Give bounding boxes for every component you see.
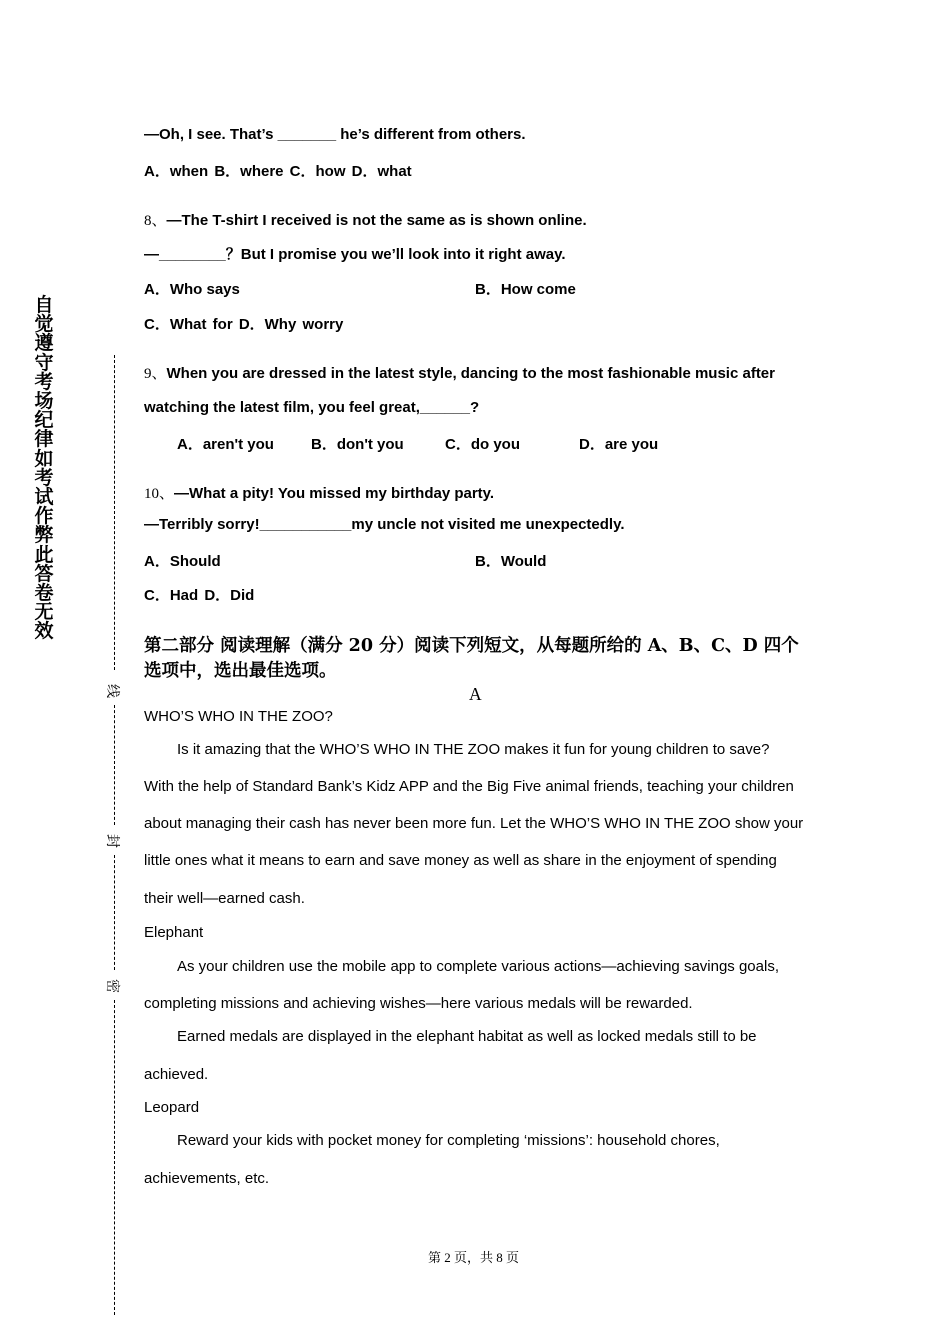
q8-stem xyxy=(144,209,587,230)
q10-reply: —Terribly sorry!___________my uncle not visited me unexpectedly. xyxy=(144,516,625,533)
subheading-elephant: Elephant xyxy=(144,924,204,941)
exam-discipline-notice: 自觉遵守考场纪律如考试作弊此答卷无效 xyxy=(34,294,54,643)
part2-heading-line1: 第二部分 阅读理解（满分 20 分）阅读下列短文，从每题所给的 A、B、C、D 四个 xyxy=(144,636,799,656)
q9-option-a: A．aren't you xyxy=(177,436,274,453)
q10-option-cd: C．Had D．Did xyxy=(144,587,255,604)
passage-line: With the help of Standard Bank’s Kidz APP and the Big Five animal friends, teaching your children xyxy=(144,778,794,795)
q8-option-a: A．Who says xyxy=(144,281,240,298)
passage-line: As your children use the mobile app to complete various actions—achieving savings goals, xyxy=(177,958,779,975)
subheading-leopard: Leopard xyxy=(144,1099,200,1116)
q7-line: —Oh, I see. That’s _______ he’s different from others. xyxy=(144,126,526,143)
q9-option-b: B．don't you xyxy=(311,436,404,453)
q8-reply: —________？But I promise you we’ll look into it right away. xyxy=(144,246,566,263)
binding-dashed-line xyxy=(114,705,115,825)
section-label: A xyxy=(469,684,482,704)
passage-line: their well—earned cash. xyxy=(144,890,305,907)
passage-line: about managing their cash has never been more fun. Let the WHO’S WHO IN THE ZOO show your xyxy=(144,815,804,832)
q8-option-b: B．How come xyxy=(475,281,576,298)
q10-number: 10、 xyxy=(144,486,175,502)
q8-stem-text: —The T-shirt I received is not the same as is shown online. xyxy=(166,212,587,229)
q9-stem xyxy=(144,362,775,383)
binding-mark-line: 线 xyxy=(104,684,120,698)
part2-heading-line2: 选项中，选出最佳选项。 xyxy=(144,661,337,681)
page-number: 第 2 页，共 8 页 xyxy=(428,1250,520,1265)
q9-option-c: C．do you xyxy=(445,436,520,453)
passage-line: completing missions and achieving wishes—here various medals will be rewarded. xyxy=(144,995,693,1012)
passage-line: achievements, etc. xyxy=(144,1170,270,1187)
q8-option-cd: C．What for D．Why worry xyxy=(144,316,344,333)
binding-mark-secret: 密 xyxy=(104,979,120,993)
passage-line: achieved. xyxy=(144,1066,209,1083)
q9-number: 9、 xyxy=(144,366,167,382)
binding-mark-seal: 封 xyxy=(104,834,120,848)
binding-dashed-line xyxy=(114,855,115,970)
binding-dashed-line xyxy=(114,1000,115,1315)
q10-stem-text: —What a pity! You missed my birthday party. xyxy=(174,485,495,502)
binding-dashed-line xyxy=(114,355,115,670)
q8-number: 8、 xyxy=(144,213,167,229)
passage-line: Is it amazing that the WHO’S WHO IN THE ZOO makes it fun for young children to save? xyxy=(177,741,770,758)
q10-stem xyxy=(144,482,494,503)
passage-line: little ones what it means to earn and save money as well as share in the enjoyment of spending xyxy=(144,852,777,869)
q9-stem-text: When you are dressed in the latest style, dancing to the most fashionable music after xyxy=(166,365,775,382)
q9-option-d: D．are you xyxy=(579,436,659,453)
q9-stem-cont: watching the latest film, you feel great,______? xyxy=(144,399,480,416)
q10-option-b: B．Would xyxy=(475,553,547,570)
q10-option-a: A．Should xyxy=(144,553,221,570)
passage-line: Reward your kids with pocket money for completing ‘missions’: household chores, xyxy=(177,1132,720,1149)
passage-title: WHO’S WHO IN THE ZOO? xyxy=(144,708,333,725)
passage-line: Earned medals are displayed in the elephant habitat as well as locked medals still to be xyxy=(177,1028,757,1045)
q7-options: A．when B．where C．how D．what xyxy=(144,163,412,180)
